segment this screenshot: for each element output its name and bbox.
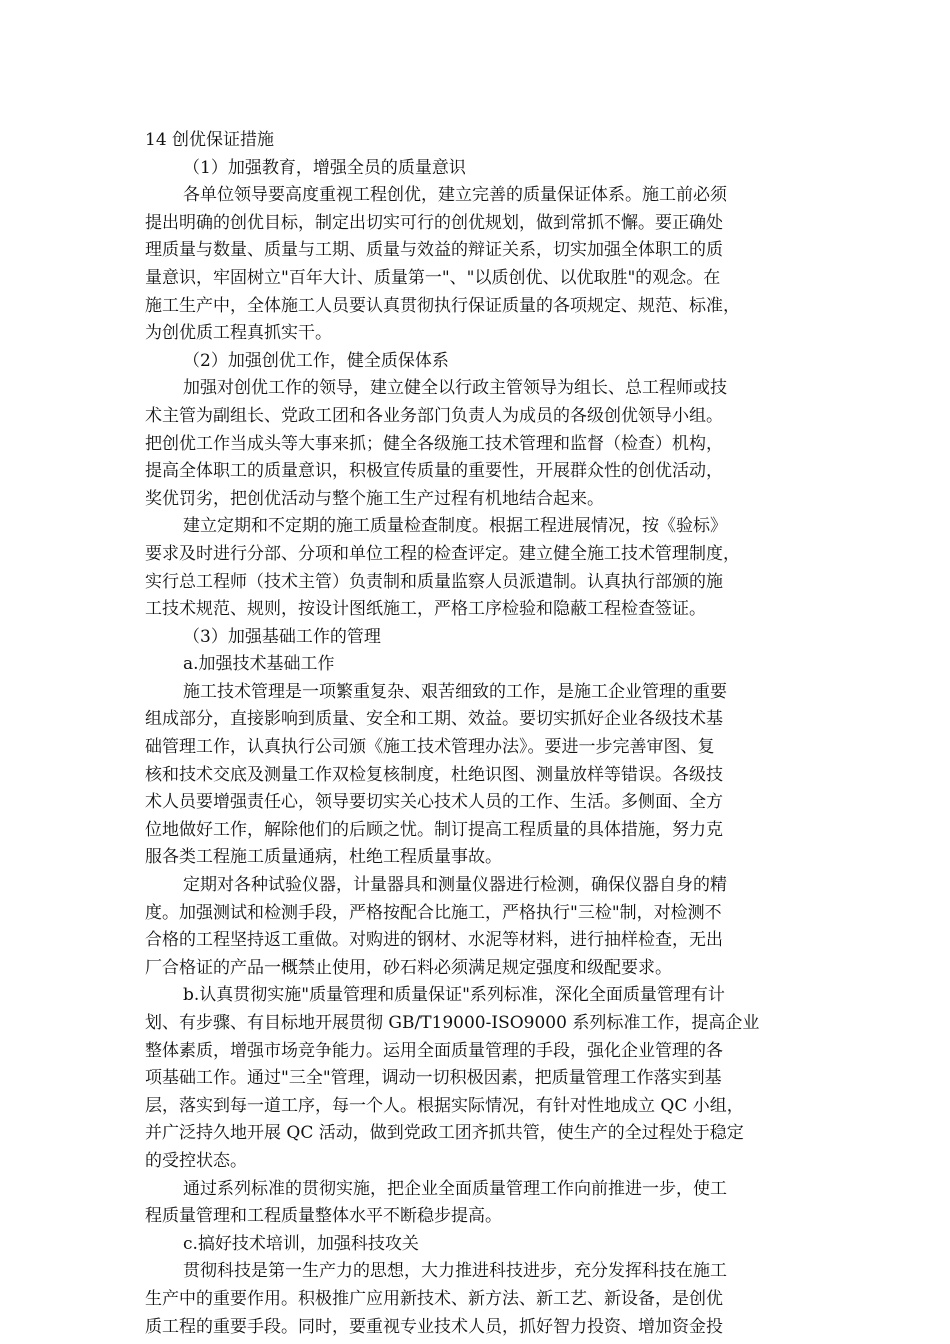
- body-line: 核和技术交底及测量工作双检复核制度，杜绝识图、测量放样等错误。各级技: [145, 764, 723, 785]
- body-line: 为创优质工程真抓实干。: [145, 323, 332, 344]
- body-line: 划、有步骤、有目标地开展贯彻 GB/T19000-ISO9000 系列标准工作，提高企业: [145, 1013, 760, 1033]
- paragraph-first-line: a.加强技术基础工作: [183, 654, 335, 675]
- paragraph-first-line: 定期对各种试验仪器，计量器具和测量仪器进行检测，确保仪器自身的精: [183, 875, 727, 896]
- body-line: 实行总工程师（技术主管）负责制和质量监察人员派遣制。认真执行部颁的施: [145, 571, 723, 592]
- paragraph-first-line: c.搞好技术培训，加强科技攻关: [183, 1233, 419, 1254]
- paragraph-first-line: 建立定期和不定期的施工质量检查制度。根据工程进展情况，按《验标》: [183, 516, 727, 537]
- body-line: 术人员要增强责任心，领导要切实关心技术人员的工作、生活。多侧面、全方: [145, 792, 723, 813]
- body-line: 厂合格证的产品一概禁止使用，砂石料必须满足规定强度和级配要求。: [145, 957, 672, 978]
- section-heading: 14 创优保证措施: [145, 130, 275, 150]
- body-line: 位地做好工作，解除他们的后顾之忧。制订提高工程质量的具体措施，努力克: [145, 819, 723, 840]
- body-line: 生产中的重要作用。积极推广应用新技术、新方法、新工艺、新设备，是创优: [145, 1288, 723, 1309]
- paragraph-first-line: 各单位领导要高度重视工程创优，建立完善的质量保证体系。施工前必须: [183, 185, 727, 206]
- body-line: 提出明确的创优目标，制定出切实可行的创优规划，做到常抓不懈。要正确处: [145, 212, 723, 233]
- paragraph-first-line: 加强对创优工作的领导，建立健全以行政主管领导为组长、总工程师或技: [183, 378, 727, 399]
- body-line: 合格的工程坚持返工重做。对购进的钢材、水泥等材料，进行抽样检查，无出: [145, 930, 723, 951]
- body-line: 项基础工作。通过"三全"管理，调动一切积极因素，把质量管理工作落实到基: [145, 1068, 722, 1089]
- body-line: 层，落实到每一道工序，每一个人。根据实际情况，有针对性地成立 QC 小组，: [145, 1095, 744, 1116]
- body-line: 提高全体职工的质量意识，积极宣传质量的重要性，开展群众性的创优活动，: [145, 461, 723, 482]
- paragraph-first-line: 施工技术管理是一项繁重复杂、艰苦细致的工作，是施工企业管理的重要: [183, 681, 727, 702]
- body-line: 奖优罚劣，把创优活动与整个施工生产过程有机地结合起来。: [145, 488, 604, 509]
- body-line: 度。加强测试和检测手段，严格按配合比施工，严格执行"三检"制，对检测不: [145, 902, 722, 923]
- paragraph-first-line: b.认真贯彻实施"质量管理和质量保证"系列标准，深化全面质量管理有计: [183, 985, 725, 1006]
- body-line: 施工生产中，全体施工人员要认真贯彻执行保证质量的各项规定、规范、标准，: [145, 295, 740, 316]
- subsection-heading: （2）加强创优工作，健全质保体系: [183, 350, 449, 371]
- body-line: 服各类工程施工质量通病，杜绝工程质量事故。: [145, 847, 502, 868]
- body-line: 理质量与数量、质量与工期、质量与效益的辩证关系，切实加强全体职工的质: [145, 240, 723, 261]
- body-line: 量意识，牢固树立"百年大计、质量第一"、"以质创优、以优取胜"的观念。在: [145, 267, 721, 288]
- body-line: 把创优工作当成头等大事来抓；健全各级施工技术管理和监督（检查）机构，: [145, 433, 723, 454]
- body-line: 程质量管理和工程质量整体水平不断稳步提高。: [145, 1206, 502, 1227]
- body-line: 要求及时进行分部、分项和单位工程的检查评定。建立健全施工技术管理制度，: [145, 543, 740, 564]
- body-line: 术主管为副组长、党政工团和各业务部门负责人为成员的各级创优领导小组。: [145, 405, 723, 426]
- paragraph-first-line: 通过系列标准的贯彻实施，把企业全面质量管理工作向前推进一步，使工: [183, 1178, 727, 1199]
- body-line: 整体素质，增强市场竞争能力。运用全面质量管理的手段，强化企业管理的各: [145, 1040, 723, 1061]
- body-line: 质工程的重要手段。同时，要重视专业技术人员，抓好智力投资、增加资金投: [145, 1316, 723, 1337]
- paragraph-first-line: 贯彻科技是第一生产力的思想，大力推进科技进步，充分发挥科技在施工: [183, 1261, 727, 1282]
- body-line: 础管理工作，认真执行公司颁《施工技术管理办法》。要进一步完善审图、复: [145, 737, 715, 758]
- body-line: 组成部分，直接影响到质量、安全和工期、效益。要切实抓好企业各级技术基: [145, 709, 723, 730]
- body-line: 并广泛持久地开展 QC 活动，做到党政工团齐抓共管，使生产的全过程处于稳定: [145, 1123, 744, 1144]
- subsection-heading: （3）加强基础工作的管理: [183, 626, 381, 647]
- body-line: 的受控状态。: [145, 1150, 247, 1171]
- document-body: [145, 127, 805, 1341]
- body-line: 工技术规范、规则，按设计图纸施工，严格工序检验和隐蔽工程检查签证。: [145, 599, 706, 620]
- subsection-heading: （1）加强教育，增强全员的质量意识: [183, 157, 466, 178]
